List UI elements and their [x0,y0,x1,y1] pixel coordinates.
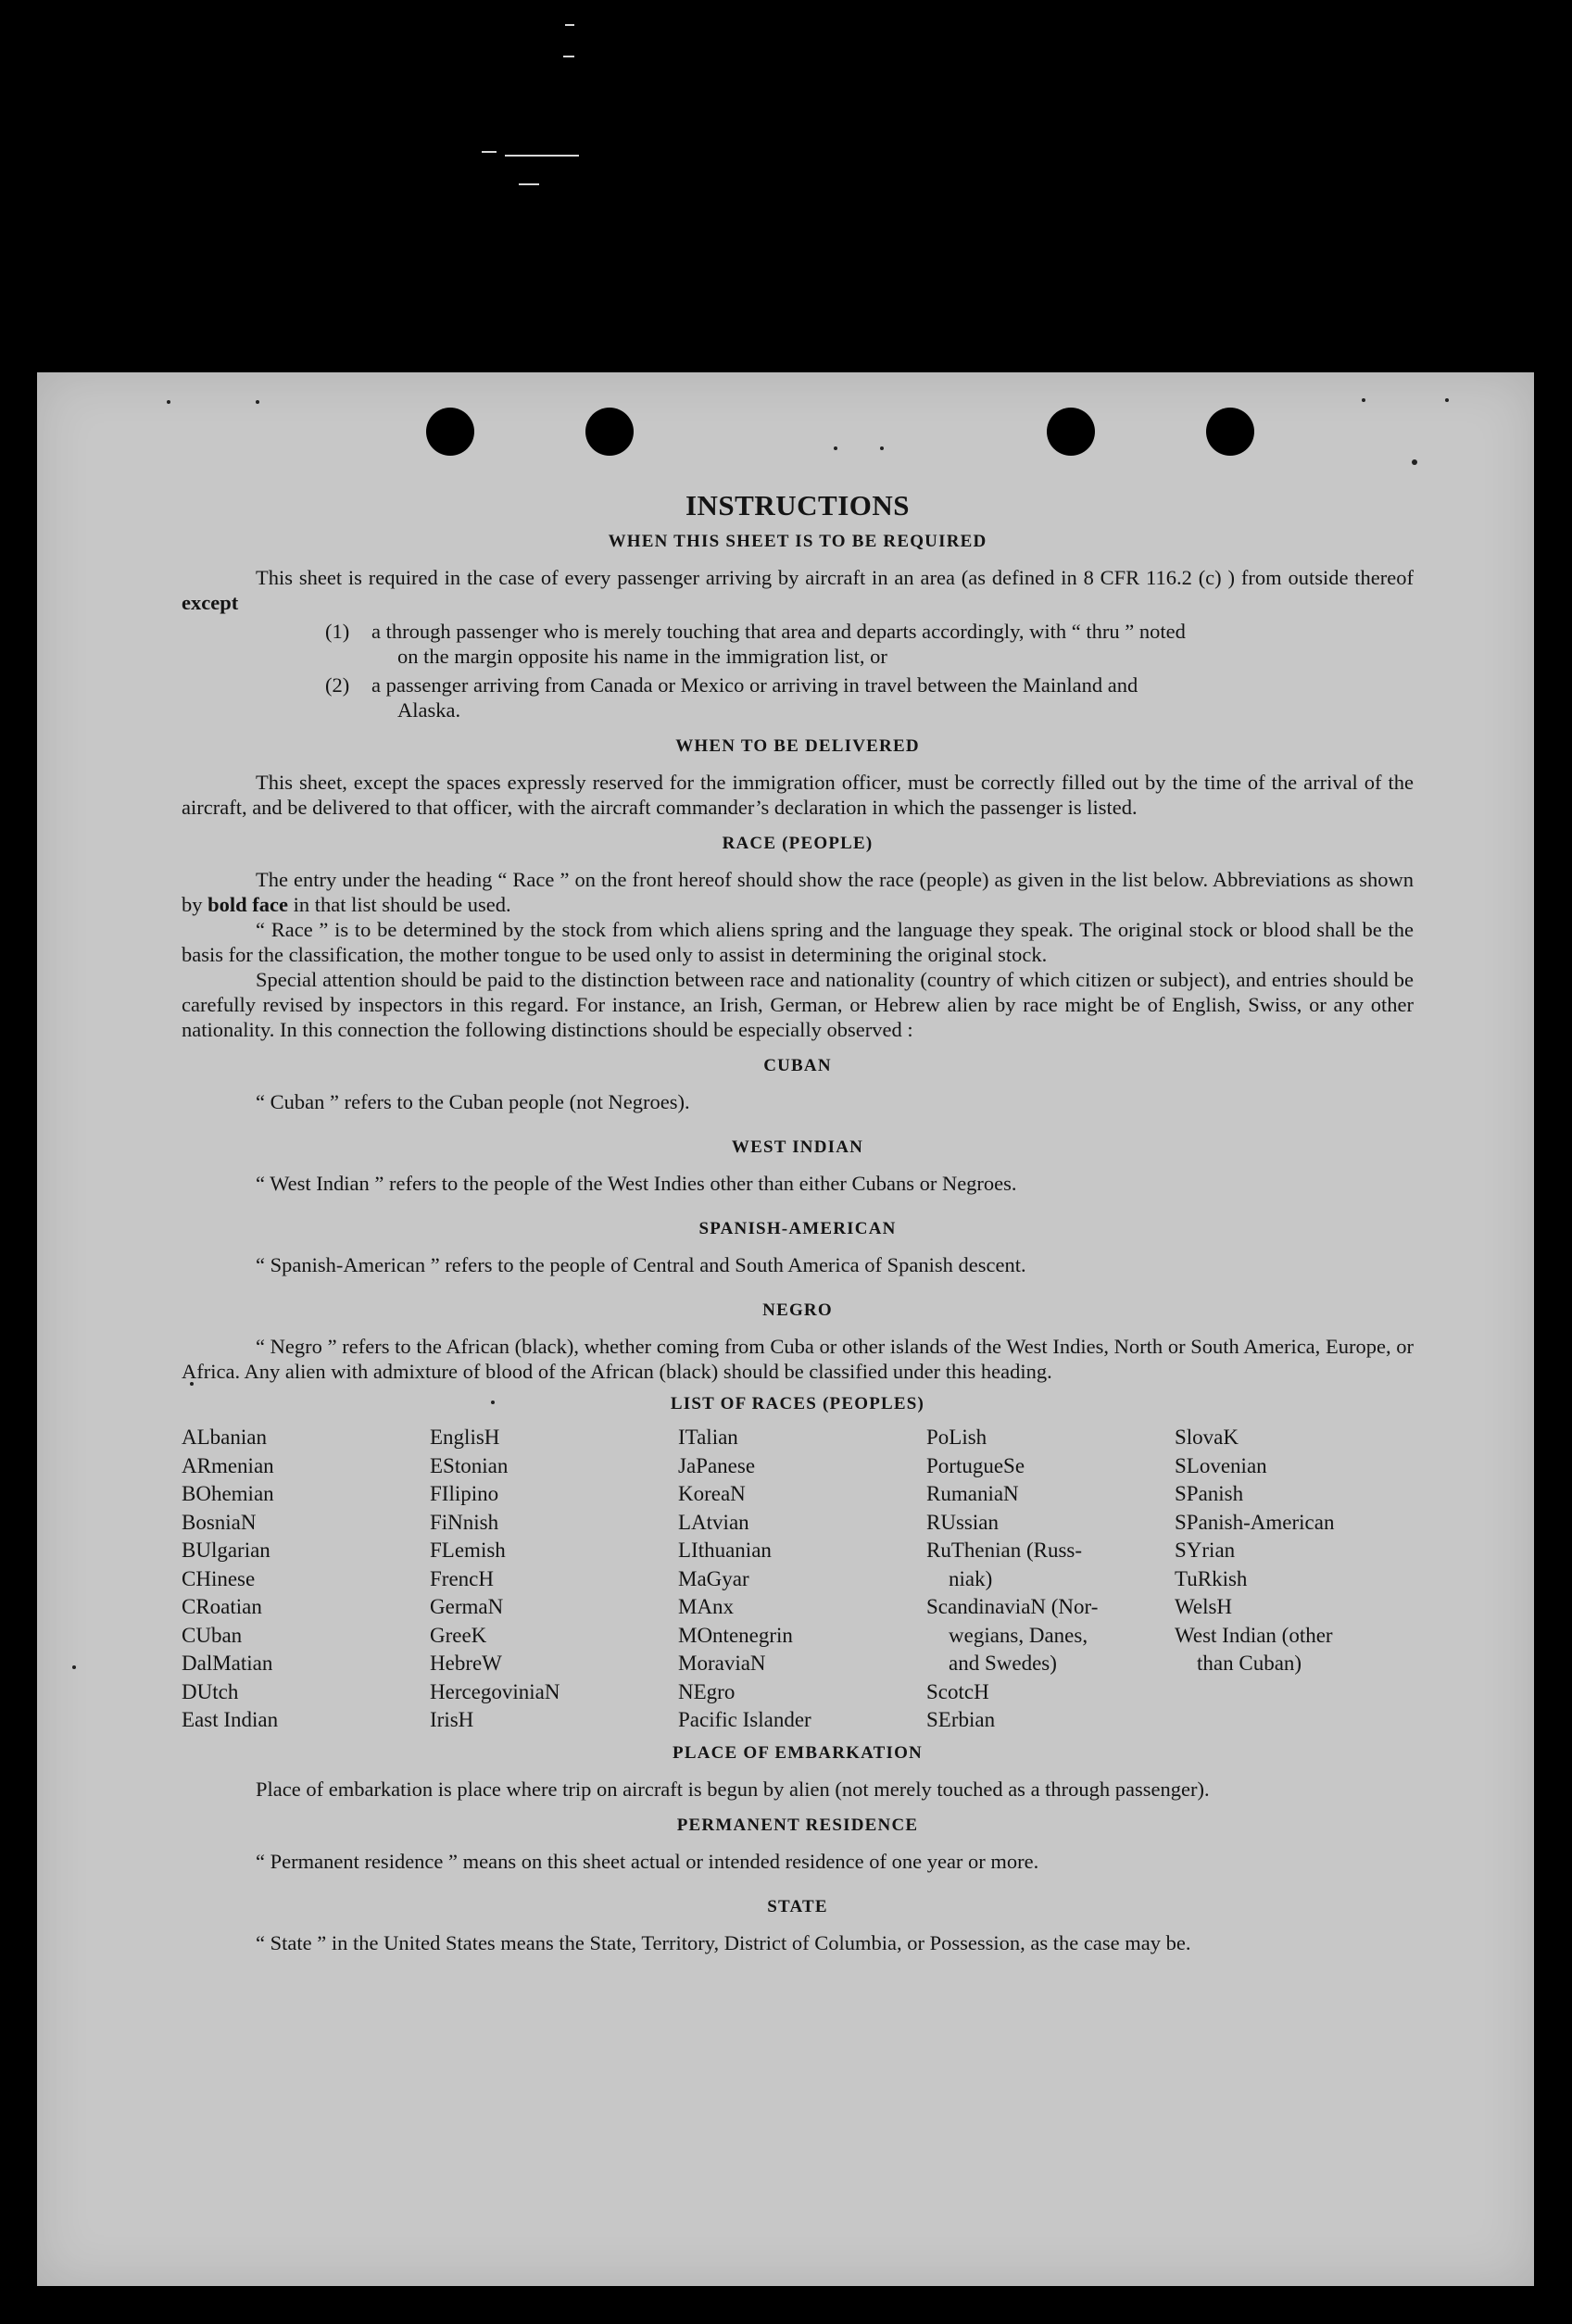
heading-list-of-races: LIST OF RACES (PEOPLES) [670,1394,925,1413]
race-column-3: ITalian JaPanese KoreaN LAtvian LIthuanian MaGyar MAnx MOntenegrin MoraviaN NEgro Pacific Islander [678,1426,811,1731]
heading-residence: PERMANENT RESIDENCE [676,1815,919,1835]
exception-item: (2) a passenger arriving from Canada or Mexico or arriving in travel between the Mainland and Alaska. [325,673,1138,722]
document-page [37,372,1534,2286]
delivered-text: This sheet, except the spaces expressly reserved for the immigration officer, must be correctly filled out by the time of the arrival of the aircraft, and be delivered to that officer, with the aircraft commander’s declaration in which the passenger is listed. [182,771,1414,819]
embarkation-text: Place of embarkation is place where trip on aircraft is begun by alien (not merely touched as a through passenger). [256,1777,1210,1801]
west-indian-text: “ West Indian ” refers to the people of the West Indies other than either Cubans or Negroes. [256,1172,1017,1195]
race-column-5: SlovaK SLovenian SPanish SPanish-American SYrian TuRkish WelsH West Indian (other than Cuban) [1175,1426,1335,1675]
cuban-text: “ Cuban ” refers to the Cuban people (not Negroes). [256,1090,690,1113]
heading-negro: NEGRO [762,1300,833,1320]
required-intro: This sheet is required in the case of every passenger arriving by aircraft in an area (as defined in 8 CFR 116.2 (c) ) from outside thereof except [182,566,1414,614]
heading-spanish-american: SPANISH-AMERICAN [698,1219,897,1238]
punch-hole [426,408,474,456]
heading-cuban: CUBAN [763,1056,832,1075]
race-column-2: EnglisH EStonian FIlipino FiNnish FLemish FrencH GermaN GreeK HebreW HercegoviniaN IrisH [430,1426,560,1731]
punch-hole [1047,408,1095,456]
exception-item: (1) a through passenger who is merely touching that area and departs accordingly, with “ thru ” noted on the margin opposite his name in the immigration list, or [325,620,1186,668]
heading-west-indian: WEST INDIAN [731,1137,864,1157]
residence-text: “ Permanent residence ” means on this sheet actual or intended residence of one year or more. [256,1849,1039,1873]
punch-hole [585,408,634,456]
negro-text: “ Negro ” refers to the African (black), whether coming from Cuba or other islands of the West Indies, North or South America, Europe, or Africa. Any alien with admixture of blood of the African (black) should be classified under this heading. [182,1335,1414,1383]
page-title: INSTRUCTIONS [685,489,910,521]
race-paragraph-3: Special attention should be paid to the distinction between race and nationality (country of which citizen or subject), and entries should be carefully revised by inspectors in this regard. For instance, an Irish, German, or Hebrew alien by race might be of English, Swiss, or any other nationality. In this connection the following distinctions should be especially observed : [182,968,1414,1041]
race-column-1: ALbanian ARmenian BOhemian BosniaN BUlgarian CHinese CRoatian CUban DalMatian DUtch East Indian [182,1426,279,1731]
race-paragraph-2: “ Race ” is to be determined by the stock from which aliens spring and the language they speak. The original stock or blood shall be the basis for the classification, the mother tongue to be used only to assist in determining the original stock. [182,918,1414,966]
state-text: “ State ” in the United States means the State, Territory, District of Columbia, or Possession, as the case may be. [256,1930,1191,1954]
punch-hole [1206,408,1254,456]
instructions-body [182,489,1414,1955]
heading-required: WHEN THIS SHEET IS TO BE REQUIRED [608,532,987,551]
exceptions-list [325,619,1414,722]
races-table [182,1424,1414,1735]
heading-state: STATE [767,1896,828,1916]
heading-embarkation: PLACE OF EMBARKATION [673,1742,923,1763]
race-paragraph-1: The entry under the heading “ Race ” on the front hereof should show the race (people) as given in the list below. Abbreviations as shown by bold face in that list should be used. [182,868,1414,916]
heading-race: RACE (PEOPLE) [722,834,874,853]
race-column-4: PoLish PortugueSe RumaniaN RUssian RuThenian (Russ- niak) ScandinaviaN (Nor- wegians, Danes, and Swedes) ScotcH SErbian [926,1426,1099,1731]
spanish-american-text: “ Spanish-American ” refers to the people of Central and South America of Spanish descent. [256,1253,1026,1276]
heading-delivered: WHEN TO BE DELIVERED [675,736,920,756]
scan-margin-marks [0,0,1572,371]
